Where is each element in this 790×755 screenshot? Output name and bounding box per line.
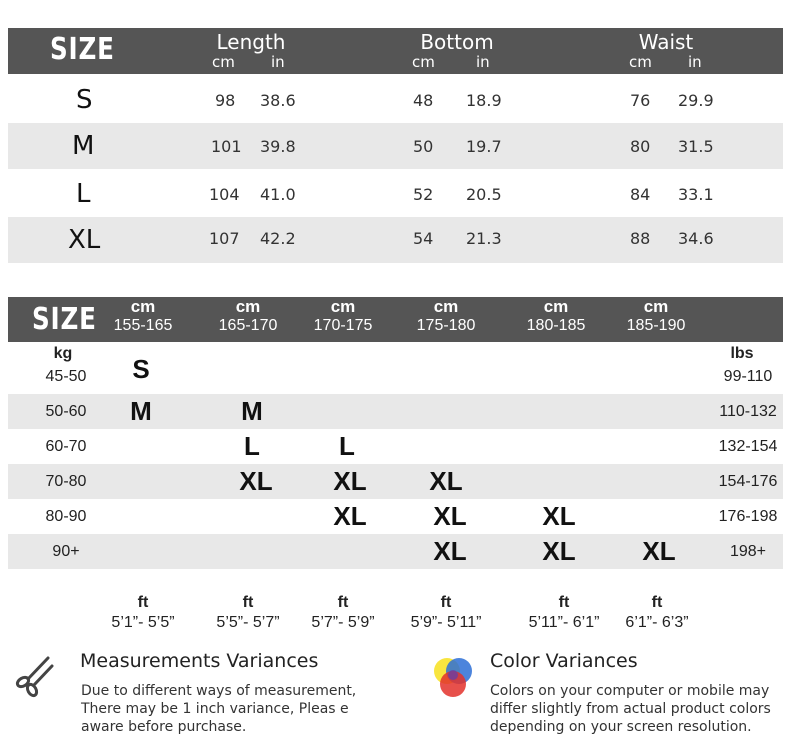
ft-column [88,594,198,634]
waist-cm: 84 [630,185,651,204]
weight-kg: 45-50 [45,368,87,385]
ft-column [193,594,303,634]
bottom-cm: 54 [413,229,434,248]
waist-in: 31.5 [678,137,714,156]
height-range: 170-175 [313,317,373,334]
waist-cm: 88 [630,229,651,248]
size-badge: SIZE [50,32,115,67]
weight-lbs: 99-110 [723,368,773,385]
size-cell: S [132,354,150,384]
weight-kg: 60-70 [45,438,87,455]
weight-lbs: 198+ [729,543,767,560]
height-column-header [98,298,188,336]
bottom-unit-cm: cm [412,53,435,71]
waist-in: 33.1 [678,185,714,204]
scissors-icon [12,652,58,698]
height-weight-table-header [8,297,783,342]
table-row [8,217,783,263]
height-range: 185-190 [626,317,686,334]
weight-lbs: 154-176 [718,473,778,490]
table-row [8,394,783,429]
waist-in: 34.6 [678,229,714,248]
size-cell: XL [239,466,273,496]
weight-kg: 80-90 [45,508,87,525]
height-range: 175-180 [416,317,476,334]
height-column-header [511,298,601,336]
table-row [8,123,783,169]
weight-lbs: 176-198 [718,508,778,525]
height-unit: cm [433,297,459,316]
weight-kg: 50-60 [45,403,87,420]
size-label: S [76,85,93,115]
color-line: differ slightly from actual product colors [490,701,771,717]
color-wheel-icon [430,655,476,701]
height-column-header [203,298,293,336]
length-in: 38.6 [260,91,296,110]
waist-unit-cm: cm [629,53,652,71]
size-cell: XL [429,466,463,496]
table-row [8,534,783,569]
ft-unit: ft [337,594,349,611]
bottom-in: 18.9 [466,91,502,110]
ft-column [602,594,712,634]
height-range: 180-185 [526,317,586,334]
bottom-in: 19.7 [466,137,502,156]
height-unit: cm [235,297,261,316]
size-cell: XL [333,466,367,496]
table-row [8,464,783,499]
size-cell: XL [433,501,467,531]
color-line: Colors on your computer or mobile may [490,683,770,699]
ft-range: 5’5”- 5’7” [216,614,280,631]
weight-lbs: 132-154 [718,438,778,455]
length-in: 42.2 [260,229,296,248]
height-unit: cm [543,297,569,316]
ft-range: 6’1”- 6’3” [625,614,689,631]
length-cm: 104 [209,185,240,204]
size-cell: L [339,431,355,461]
measurement-line: Due to different ways of measurement, [81,683,357,699]
size-cell: M [130,396,152,426]
table-row [8,499,783,534]
table-row [8,171,783,217]
length-unit-cm: cm [212,53,235,71]
size-label: M [72,131,95,161]
color-line: depending on your screen resolution. [490,719,752,735]
ft-column [391,594,501,634]
waist-cm: 76 [630,91,651,110]
height-unit: cm [330,297,356,316]
ft-unit: ft [440,594,452,611]
height-range: 165-170 [218,317,278,334]
bottom-in: 21.3 [466,229,502,248]
bottom-header: Bottom [420,30,494,54]
measurement-line: aware before purchase. [81,719,247,735]
height-range: 155-165 [113,317,173,334]
measurement-line: There may be 1 inch variance, Pleas e [81,701,349,717]
length-cm: 107 [209,229,240,248]
kg-unit-label: kg [53,345,73,362]
waist-unit-in: in [688,53,702,71]
length-in: 41.0 [260,185,296,204]
height-column-header [611,298,701,336]
size-cell: XL [642,536,676,566]
bottom-cm: 50 [413,137,434,156]
measurement-table-header [8,28,783,74]
height-unit: cm [643,297,669,316]
size-badge: SIZE [32,302,97,337]
height-column-header [401,298,491,336]
length-in: 39.8 [260,137,296,156]
measurement-variances-title: Measurements Variances [80,650,319,672]
length-cm: 98 [215,91,236,110]
ft-range: 5’9”- 5’11” [410,614,482,631]
ft-range: 5’7”- 5’9” [311,614,375,631]
size-cell: XL [333,501,367,531]
table-row [8,429,783,464]
weight-kg: 70-80 [45,473,87,490]
table-row [8,77,783,123]
table-row [8,355,783,390]
length-header: Length [216,30,286,54]
height-column-header [298,298,388,336]
bottom-in: 20.5 [466,185,502,204]
waist-cm: 80 [630,137,651,156]
weight-kg: 90+ [52,543,80,560]
ft-column [288,594,398,634]
bottom-cm: 48 [413,91,434,110]
size-cell: XL [542,501,576,531]
ft-unit: ft [558,594,570,611]
size-cell: XL [433,536,467,566]
size-label: L [76,179,91,209]
lbs-unit-label: lbs [730,345,754,362]
size-cell: M [241,396,263,426]
size-label: XL [68,225,101,255]
weight-lbs: 110-132 [719,403,777,420]
bottom-cm: 52 [413,185,434,204]
waist-header: Waist [638,30,694,54]
size-cell: XL [542,536,576,566]
color-variances-title: Color Variances [490,650,638,672]
length-cm: 101 [211,137,242,156]
measurement-variances-text [81,682,381,736]
ft-range: 5’1”- 5’5” [111,614,175,631]
color-variances-text [490,682,790,736]
size-cell: L [244,431,260,461]
ft-unit: ft [137,594,149,611]
length-unit-in: in [271,53,285,71]
height-unit: cm [130,297,156,316]
bottom-unit-in: in [476,53,490,71]
ft-range: 5’11”- 6’1” [528,614,600,631]
waist-in: 29.9 [678,91,714,110]
ft-unit: ft [651,594,663,611]
ft-unit: ft [242,594,254,611]
